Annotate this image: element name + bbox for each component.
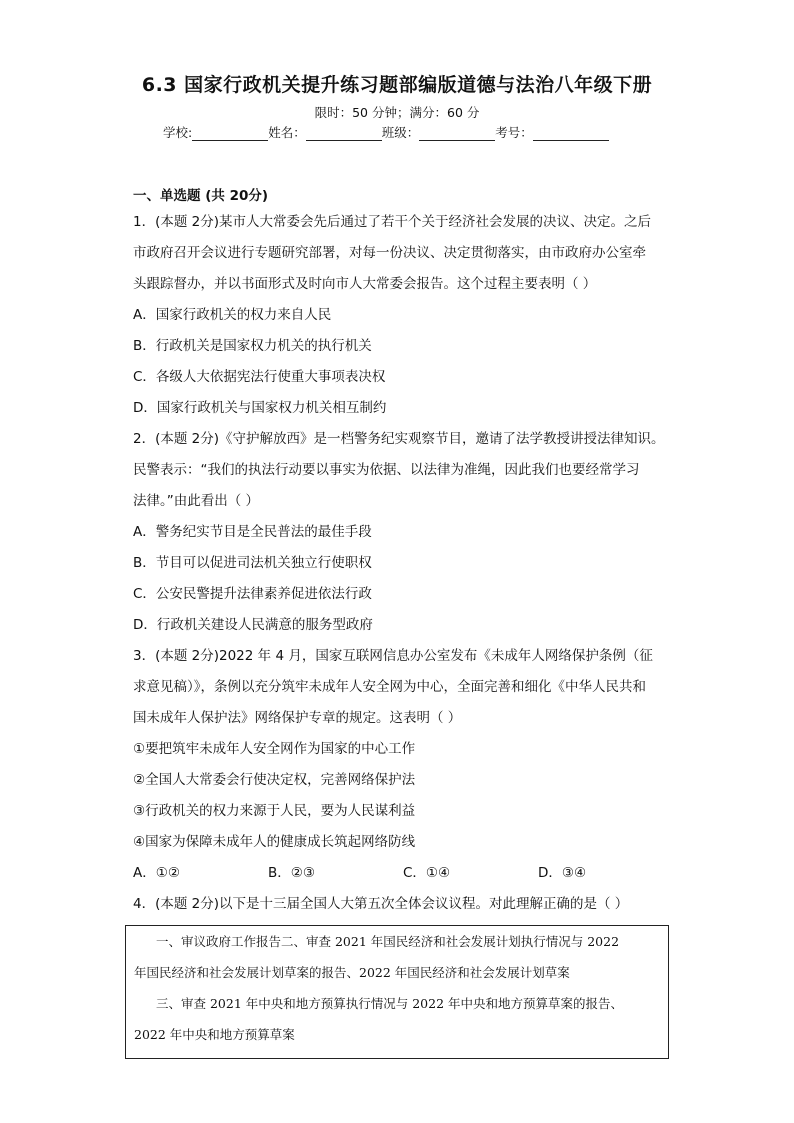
page-title: 6.3 国家行政机关提升练习题部编版道德与法治八年级下册 (141, 74, 653, 96)
statement-3: ③行政机关的权力来源于人民，要为人民谋利益 (133, 803, 416, 819)
option-a[interactable]: A．①② (133, 865, 180, 881)
school-blank[interactable] (192, 126, 268, 141)
option-b[interactable]: B．行政机关是国家权力机关的执行机关 (133, 338, 372, 354)
question-2 (133, 424, 673, 641)
school-label: 学校: (163, 125, 193, 140)
agenda-box (125, 925, 669, 1059)
question-stem-line: 1．(本题 2分)某市人大常委会先后通过了若干个关于经济社会发展的决议、决定。之后 (133, 214, 652, 230)
class-label: 班级： (381, 125, 420, 140)
option-a[interactable]: A．警务纪实节目是全民普法的最佳手段 (133, 524, 372, 540)
option-d[interactable]: D．国家行政机关与国家权力机关相互制约 (133, 400, 387, 416)
exam-number-blank[interactable] (533, 126, 609, 141)
section-heading: 一、单选题 (共 20分) (133, 188, 269, 204)
question-stem-line: 国未成年人保护法》网络保护专章的规定。这表明（ ） (133, 710, 462, 726)
agenda-line: 一、审议政府工作报告二、审查 2021 年国民经济和社会发展计划执行情况与 2022 (156, 934, 620, 949)
option-d[interactable]: D．③④ (538, 865, 587, 881)
option-row (133, 858, 673, 889)
statement-2: ②全国人大常委会行使决定权，完善网络保护法 (133, 772, 416, 788)
question-stem-line: 民警表示：“我们的执法行动要以事实为依据、以法律为准绳，因此我们也要经常学习 (133, 462, 640, 478)
student-info-row (163, 123, 609, 141)
option-b[interactable]: B．②③ (268, 865, 315, 881)
statement-4: ④国家为保障未成年人的健康成长筑起网络防线 (133, 834, 416, 850)
exam-number-label: 考号： (495, 125, 533, 140)
question-stem-line: 3．(本题 2分)2022 年 4 月，国家互联网信息办公室发布《未成年人网络保护条例（征 (133, 648, 653, 664)
question-stem-line: 2．(本题 2分)《守护解放西》是一档警务纪实观察节目，邀请了法学教授讲授法律知识。 (133, 431, 665, 447)
statement-1: ①要把筑牢未成年人安全网作为国家的中心工作 (133, 741, 416, 757)
question-stem-line: 4．(本题 2分)以下是十三届全国人大第五次全体会议议程。对此理解正确的是（ ） (133, 896, 629, 912)
option-d[interactable]: D．行政机关建设人民满意的服务型政府 (133, 617, 373, 633)
exam-time-score: 限时：50 分钟；满分：60 分 (314, 105, 480, 120)
option-b[interactable]: B．节目可以促进司法机关独立行使职权 (133, 555, 372, 571)
name-blank[interactable] (306, 126, 382, 141)
option-c[interactable]: C．各级人大依据宪法行使重大事项表决权 (133, 369, 386, 385)
question-stem-line: 法律。”由此看出（ ） (133, 493, 260, 509)
agenda-line: 2022 年中央和地方预算草案 (134, 1027, 295, 1042)
name-label: 姓名： (268, 125, 306, 140)
agenda-line: 三、审查 2021 年中央和地方预算执行情况与 2022 年中央和地方预算草案的报告、 (156, 996, 624, 1011)
option-c[interactable]: C．公安民警提升法律素养促进依法行政 (133, 586, 372, 602)
name-field[interactable] (268, 123, 382, 141)
question-1 (133, 207, 673, 424)
question-area (133, 185, 673, 920)
question-stem-line: 市政府召开会议进行专题研究部署，对每一份决议、决定贯彻落实，由市政府办公室牵 (133, 245, 646, 261)
option-a[interactable]: A．国家行政机关的权力来自人民 (133, 307, 332, 323)
question-stem-line: 求意见稿）》，条例以充分筑牢未成年人安全网为中心，全面完善和细化《中华人民共和 (133, 679, 646, 695)
question-4 (133, 889, 673, 920)
question-3 (133, 641, 673, 889)
exam-number-field[interactable] (495, 123, 609, 141)
agenda-line: 年国民经济和社会发展计划草案的报告、2022 年国民经济和社会发展计划草案 (134, 965, 570, 980)
question-stem-line: 头跟踪督办，并以书面形式及时向市人大常委会报告。这个过程主要表明（ ） (133, 276, 597, 292)
class-field[interactable] (382, 123, 496, 141)
school-field[interactable] (163, 123, 268, 141)
class-blank[interactable] (419, 126, 495, 141)
option-c[interactable]: C．①④ (403, 865, 451, 881)
